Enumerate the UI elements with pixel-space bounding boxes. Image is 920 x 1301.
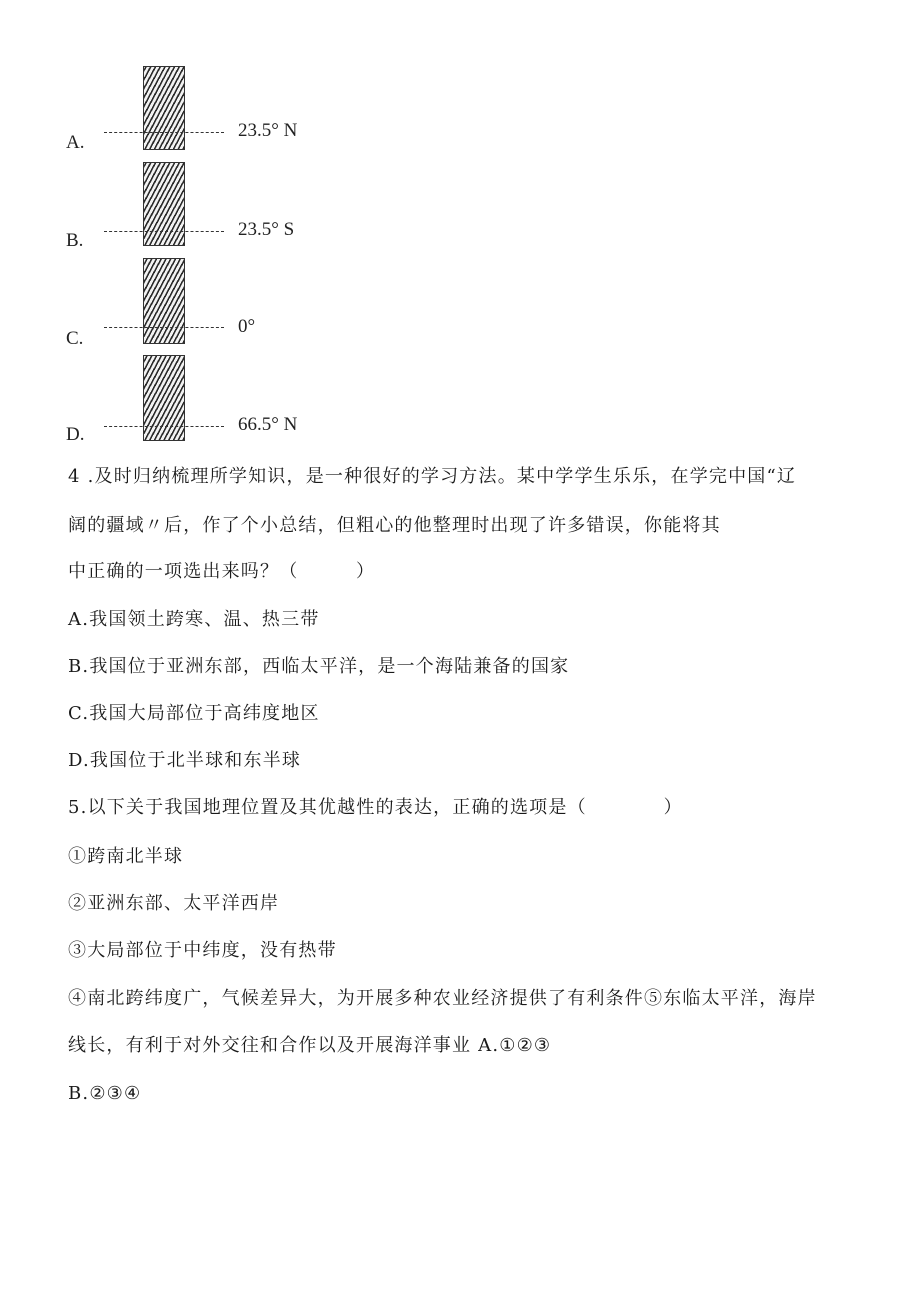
latitude-label: 23.5° N bbox=[238, 120, 298, 141]
figure-option-a bbox=[0, 62, 920, 156]
question-5-item-4-continued: 线长，有利于对外交往和合作以及开展海洋事业 A.①②③ bbox=[68, 1035, 552, 1056]
option-letter: B. bbox=[66, 230, 84, 251]
question-5-item-3: ③大局部位于中纬度，没有热带 bbox=[68, 940, 337, 961]
option-letter: C. bbox=[66, 328, 84, 349]
question-4-option-c: C.我国大局部位于高纬度地区 bbox=[68, 703, 320, 724]
option-letter: A. bbox=[66, 132, 85, 153]
question-5-item-4: ④南北跨纬度广，气候差异大，为开展多种农业经济提供了有利条件⑤东临太平洋，海岸 bbox=[68, 988, 817, 1009]
question-5-option-b: B.②③④ bbox=[68, 1083, 142, 1104]
hatched-bar bbox=[143, 355, 185, 441]
question-5-stem: 5.以下关于我国地理位置及其优越性的表达，正确的选项是（ ） bbox=[68, 797, 683, 818]
figure-option-d bbox=[0, 350, 920, 444]
latitude-label: 23.5° S bbox=[238, 219, 295, 240]
question-5-item-1: ①跨南北半球 bbox=[68, 846, 184, 867]
question-5-item-2: ②亚洲东部、太平洋西岸 bbox=[68, 893, 280, 914]
figure-option-b bbox=[0, 158, 920, 252]
latitude-dashed-line bbox=[104, 132, 224, 133]
hatched-bar bbox=[143, 162, 185, 246]
latitude-label: 66.5° N bbox=[238, 414, 298, 435]
latitude-dashed-line bbox=[104, 327, 224, 328]
latitude-dashed-line bbox=[104, 426, 224, 427]
question-4-stem-line-1: 4 .及时归纳梳理所学知识，是一种很好的学习方法。某中学学生乐乐，在学完中国“辽 bbox=[68, 466, 797, 487]
option-letter: D. bbox=[66, 424, 85, 445]
question-4-option-a: A.我国领土跨寒、温、热三带 bbox=[68, 609, 320, 630]
question-4-stem-line-2: 阔的疆域〃后，作了个小总结，但粗心的他整理时出现了许多错误，你能将其 bbox=[68, 515, 721, 536]
latitude-dashed-line bbox=[104, 231, 224, 232]
figure-option-c bbox=[0, 254, 920, 348]
question-4-stem-line-3: 中正确的一项选出来吗？（ ） bbox=[68, 561, 376, 582]
hatched-bar bbox=[143, 66, 185, 150]
latitude-label: 0° bbox=[238, 316, 256, 337]
hatched-bar bbox=[143, 258, 185, 344]
question-4-option-b: B.我国位于亚洲东部，西临太平洋，是一个海陆兼备的国家 bbox=[68, 656, 570, 677]
question-4-option-d: D.我国位于北半球和东半球 bbox=[68, 750, 302, 771]
